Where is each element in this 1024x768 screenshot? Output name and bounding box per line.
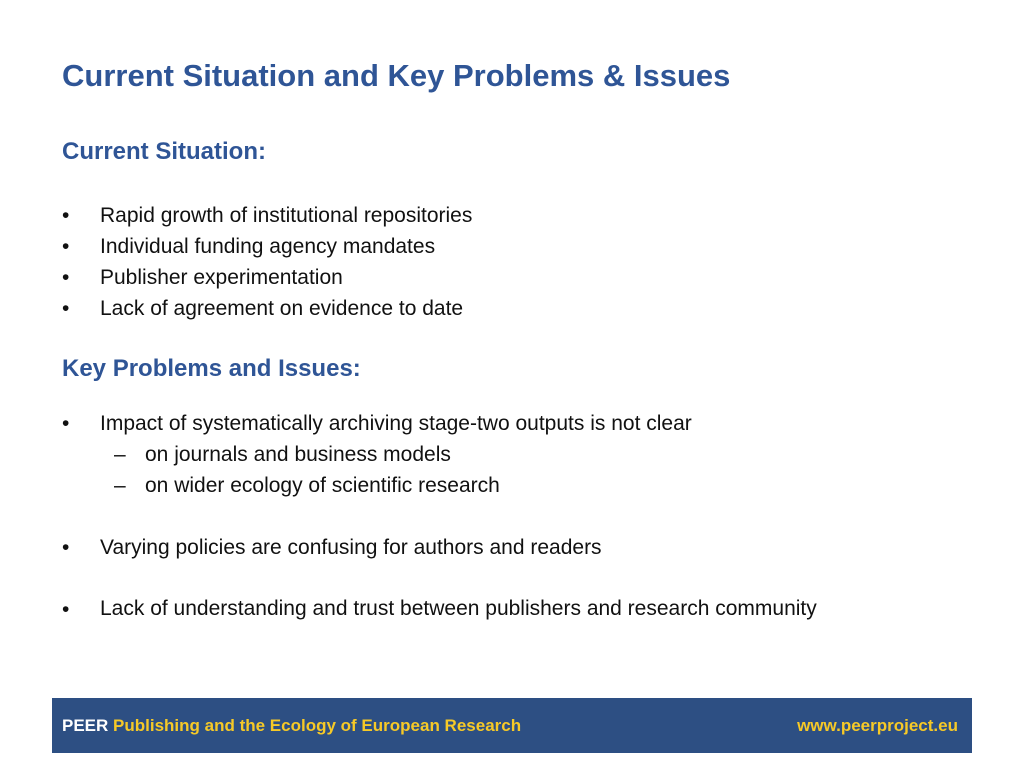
list-item [62, 293, 922, 324]
list-item-text: Rapid growth of institutional repositories [100, 204, 473, 227]
footer-tagline: Publishing and the Ecology of European Research [113, 716, 522, 735]
footer-brand: PEER [62, 716, 109, 735]
current-situation-heading: Current Situation: [62, 138, 266, 165]
list-item [62, 231, 922, 262]
list-item [62, 262, 922, 293]
list-item [62, 594, 922, 621]
list-item [62, 532, 922, 563]
list-item-text: Lack of understanding and trust between publishers and research community [100, 597, 817, 620]
list-item-text: Publisher experimentation [100, 266, 343, 289]
dash-icon: – [114, 443, 126, 466]
key-problems-list [62, 408, 922, 621]
sub-list [62, 439, 922, 501]
footer-url-link[interactable]: www.peerproject.eu [797, 716, 958, 735]
sub-list-item [62, 470, 922, 501]
key-problems-heading: Key Problems and Issues: [62, 355, 361, 382]
bullet-icon: • [62, 204, 70, 227]
current-situation-list [62, 200, 922, 324]
footer-project-label [62, 715, 521, 737]
list-item [62, 408, 922, 501]
bullet-icon: • [62, 235, 70, 258]
bullet-icon: • [62, 412, 70, 435]
bullet-icon: • [62, 536, 70, 559]
list-item-text: Varying policies are confusing for authors and readers [100, 536, 602, 559]
bullet-icon: • [62, 297, 70, 320]
bullet-icon: • [62, 266, 70, 289]
bullet-icon: • [62, 598, 70, 621]
sub-list-item-text: on wider ecology of scientific research [145, 474, 500, 497]
sub-list-item [62, 439, 922, 470]
sub-list-item-text: on journals and business models [145, 443, 451, 466]
list-item-text: Impact of systematically archiving stage-two outputs is not clear [100, 412, 692, 435]
list-item-text: Individual funding agency mandates [100, 235, 436, 258]
list-item [62, 200, 922, 231]
footer-bar [52, 698, 972, 753]
slide-title: Current Situation and Key Problems & Issues [62, 58, 731, 93]
list-item-text: Lack of agreement on evidence to date [100, 297, 464, 320]
dash-icon: – [114, 474, 126, 497]
